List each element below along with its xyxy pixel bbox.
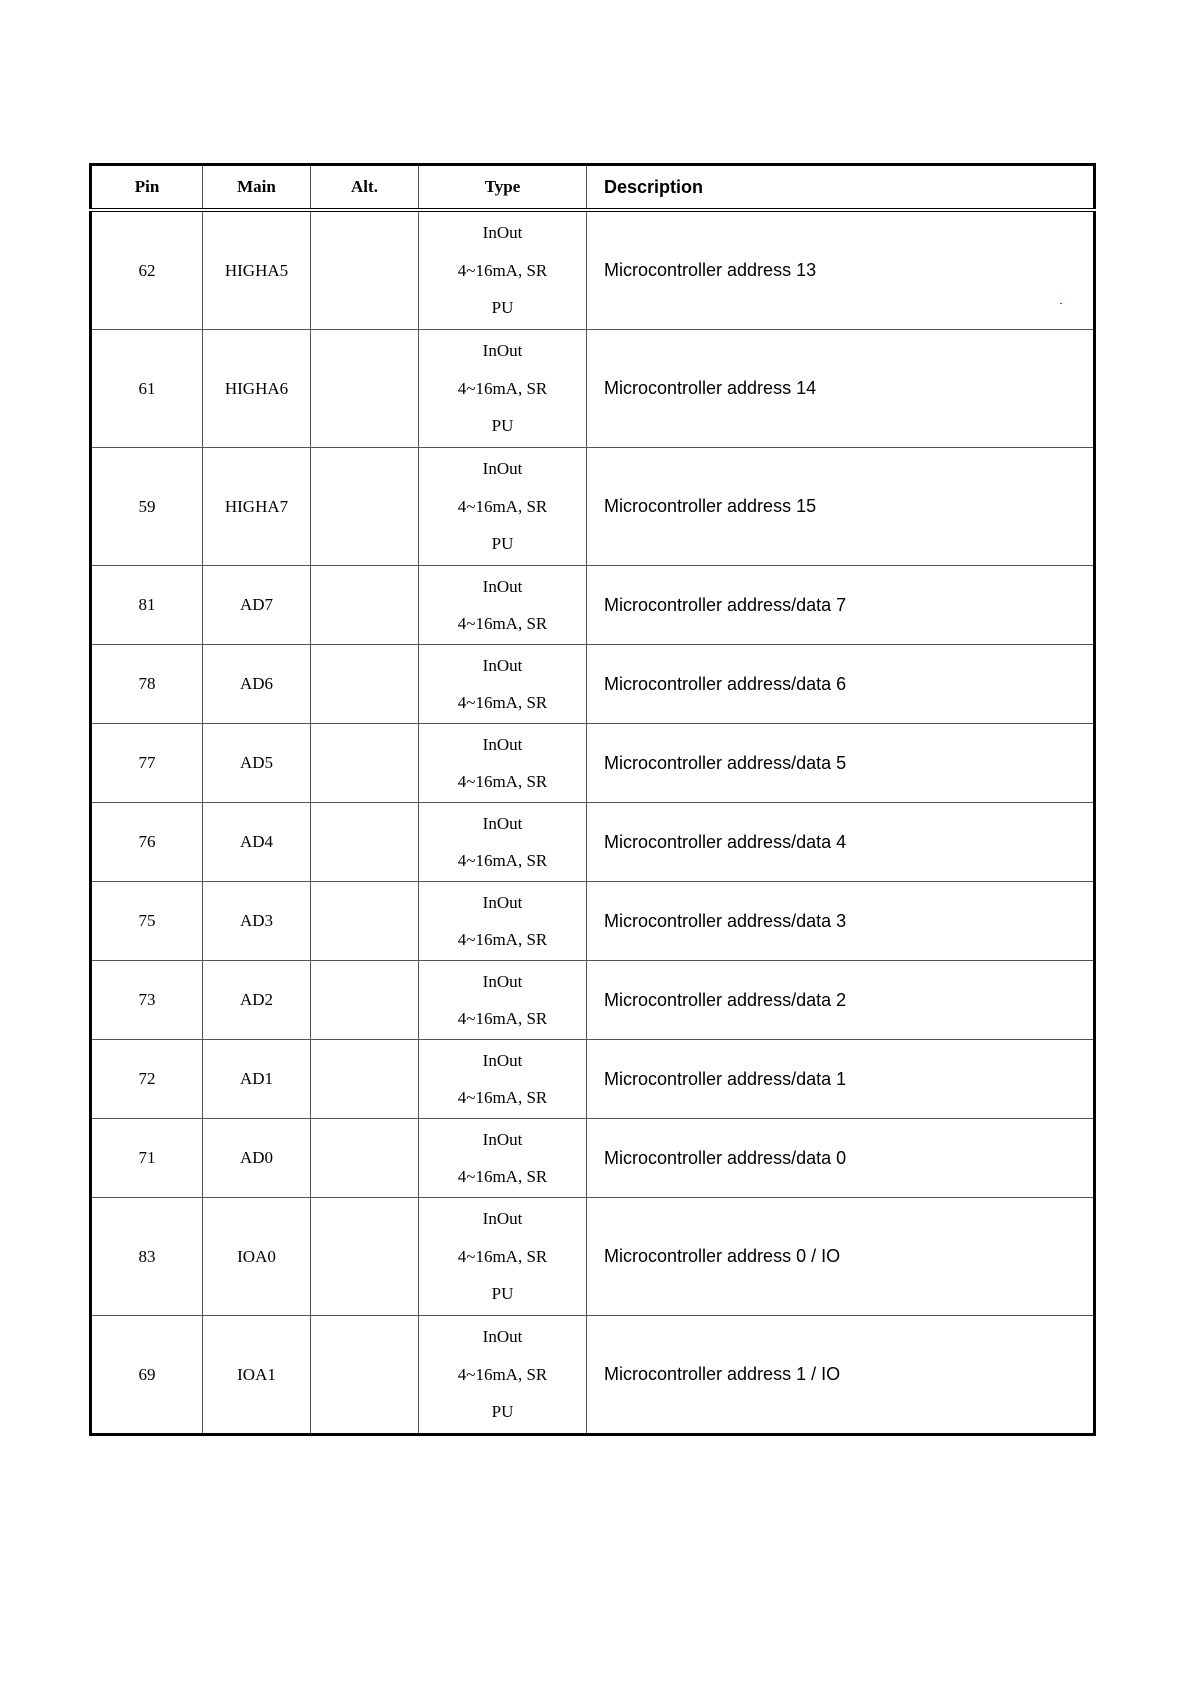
cell-pin: 71 [91, 1119, 203, 1198]
type-line: InOut [482, 576, 523, 596]
type-line: 4~16mA, SR [457, 1246, 548, 1266]
type-line: InOut [482, 655, 523, 675]
cell-main: AD6 [203, 645, 311, 724]
cell-alt [311, 1316, 419, 1435]
cell-description: Microcontroller address/data 5 [587, 724, 1095, 803]
table-row [91, 1119, 1095, 1198]
type-line: InOut [482, 1209, 523, 1229]
cell-pin: 78 [91, 645, 203, 724]
table-row [91, 1040, 1095, 1119]
cell-main: HIGHA5 [203, 210, 311, 330]
cell-alt [311, 1040, 419, 1119]
cell-pin: 59 [91, 448, 203, 566]
cell-description: Microcontroller address/data 4 [587, 803, 1095, 882]
type-line: PU [491, 416, 514, 436]
type-line: InOut [482, 1050, 523, 1070]
table-row [91, 882, 1095, 961]
cell-type [419, 566, 587, 645]
type-line: 4~16mA, SR [457, 1009, 548, 1028]
cell-description: Microcontroller address 1 / IO [587, 1316, 1095, 1435]
cell-alt [311, 724, 419, 803]
cell-pin: 75 [91, 882, 203, 961]
cell-alt [311, 1119, 419, 1198]
cell-main: HIGHA6 [203, 330, 311, 448]
type-line: InOut [482, 459, 523, 479]
cell-main: AD3 [203, 882, 311, 961]
cell-description: Microcontroller address 15 [587, 448, 1095, 566]
type-line: 4~16mA, SR [457, 614, 548, 633]
cell-alt [311, 961, 419, 1040]
cell-main: AD7 [203, 566, 311, 645]
type-line: InOut [482, 341, 523, 361]
cell-type [419, 803, 587, 882]
type-line: InOut [482, 971, 523, 991]
stray-mark [1060, 303, 1062, 304]
table-header-row [91, 165, 1095, 211]
type-line: 4~16mA, SR [457, 1088, 548, 1107]
type-line: 4~16mA, SR [457, 378, 548, 398]
type-line: 4~16mA, SR [457, 772, 548, 791]
table-row [91, 1316, 1095, 1435]
cell-type [419, 645, 587, 724]
table-row [91, 645, 1095, 724]
cell-alt [311, 566, 419, 645]
type-line: 4~16mA, SR [457, 260, 548, 280]
cell-pin: 76 [91, 803, 203, 882]
table-row [91, 210, 1095, 330]
type-line: InOut [482, 813, 523, 833]
header-main: Main [203, 165, 311, 211]
cell-main: IOA1 [203, 1316, 311, 1435]
cell-alt [311, 330, 419, 448]
cell-type [419, 448, 587, 566]
type-line: PU [491, 1284, 514, 1304]
type-line: 4~16mA, SR [457, 851, 548, 870]
type-line: PU [491, 1402, 514, 1422]
cell-pin: 62 [91, 210, 203, 330]
type-line: PU [491, 534, 514, 554]
cell-description: Microcontroller address 0 / IO [587, 1198, 1095, 1316]
type-line: InOut [482, 1327, 523, 1347]
cell-main: AD0 [203, 1119, 311, 1198]
cell-type [419, 330, 587, 448]
table-row [91, 330, 1095, 448]
cell-main: HIGHA7 [203, 448, 311, 566]
cell-main: AD4 [203, 803, 311, 882]
cell-pin: 73 [91, 961, 203, 1040]
cell-type [419, 1040, 587, 1119]
cell-pin: 72 [91, 1040, 203, 1119]
type-line: 4~16mA, SR [457, 1167, 548, 1186]
cell-type [419, 210, 587, 330]
cell-pin: 69 [91, 1316, 203, 1435]
table-row [91, 803, 1095, 882]
header-description: Description [587, 165, 1095, 211]
cell-pin: 81 [91, 566, 203, 645]
cell-pin: 61 [91, 330, 203, 448]
cell-type [419, 1119, 587, 1198]
cell-pin: 83 [91, 1198, 203, 1316]
header-pin: Pin [91, 165, 203, 211]
cell-type [419, 961, 587, 1040]
cell-alt [311, 1198, 419, 1316]
table-row [91, 566, 1095, 645]
type-line: InOut [482, 892, 523, 912]
type-line: 4~16mA, SR [457, 930, 548, 949]
cell-type [419, 1316, 587, 1435]
cell-type [419, 724, 587, 803]
cell-alt [311, 645, 419, 724]
type-line: InOut [482, 223, 523, 243]
cell-main: AD1 [203, 1040, 311, 1119]
cell-description: Microcontroller address/data 0 [587, 1119, 1095, 1198]
cell-type [419, 882, 587, 961]
cell-alt [311, 210, 419, 330]
cell-description: Microcontroller address/data 3 [587, 882, 1095, 961]
cell-main: AD5 [203, 724, 311, 803]
type-line: InOut [482, 734, 523, 754]
cell-alt [311, 882, 419, 961]
type-line: 4~16mA, SR [457, 693, 548, 712]
cell-main: AD2 [203, 961, 311, 1040]
table-row [91, 1198, 1095, 1316]
type-line: InOut [482, 1129, 523, 1149]
table-body [91, 210, 1095, 1435]
cell-alt [311, 803, 419, 882]
type-line: 4~16mA, SR [457, 496, 548, 516]
cell-description: Microcontroller address/data 2 [587, 961, 1095, 1040]
cell-description: Microcontroller address 13 [587, 210, 1095, 330]
cell-description: Microcontroller address/data 7 [587, 566, 1095, 645]
cell-main: IOA0 [203, 1198, 311, 1316]
header-alt: Alt. [311, 165, 419, 211]
cell-description: Microcontroller address/data 6 [587, 645, 1095, 724]
table-row [91, 724, 1095, 803]
table-row [91, 961, 1095, 1040]
cell-description: Microcontroller address/data 1 [587, 1040, 1095, 1119]
pin-description-table [89, 163, 1096, 1436]
header-type: Type [419, 165, 587, 211]
cell-alt [311, 448, 419, 566]
cell-description: Microcontroller address 14 [587, 330, 1095, 448]
table-row [91, 448, 1095, 566]
type-line: PU [491, 298, 514, 318]
type-line: 4~16mA, SR [457, 1364, 548, 1384]
cell-pin: 77 [91, 724, 203, 803]
cell-type [419, 1198, 587, 1316]
